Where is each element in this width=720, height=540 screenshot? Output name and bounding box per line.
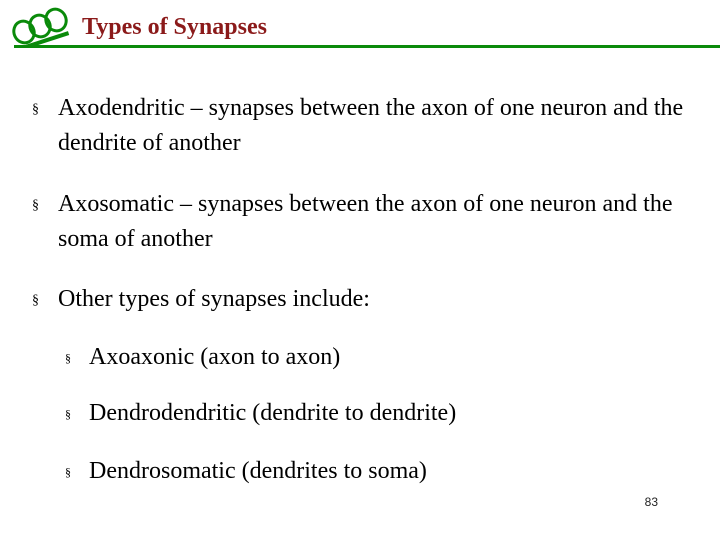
bullet-item [32, 91, 698, 161]
slide-title: Types of Synapses [82, 14, 267, 40]
bullet-text: Other types of synapses include: [58, 286, 370, 312]
bullet-marker-icon: § [65, 351, 71, 365]
bullet-text: Axosomatic – synapses between the axon of one neuron and the soma of another [58, 191, 673, 252]
bullet-text: Axodendritic – synapses between the axon of one neuron and the dendrite of another [58, 95, 684, 156]
page-number: 83 [644, 495, 658, 509]
sub-bullet-text: Dendrodendritic (dendrite to dendrite) [89, 400, 457, 426]
bullet-marker-icon: § [32, 102, 39, 117]
bullet-item [32, 187, 698, 257]
sub-bullet-item [65, 454, 689, 489]
sub-bullet-text: Axoaxonic (axon to axon) [89, 344, 341, 370]
bullet-marker-icon: § [32, 293, 39, 308]
sub-bullet-item [65, 396, 689, 431]
bullet-marker-icon: § [65, 407, 71, 421]
sub-bullet-text: Dendrosomatic (dendrites to soma) [89, 458, 427, 484]
sub-bullet-item [65, 340, 689, 375]
bullet-marker-icon: § [32, 198, 39, 213]
bullet-item [32, 282, 698, 317]
bullet-marker-icon: § [65, 465, 71, 479]
